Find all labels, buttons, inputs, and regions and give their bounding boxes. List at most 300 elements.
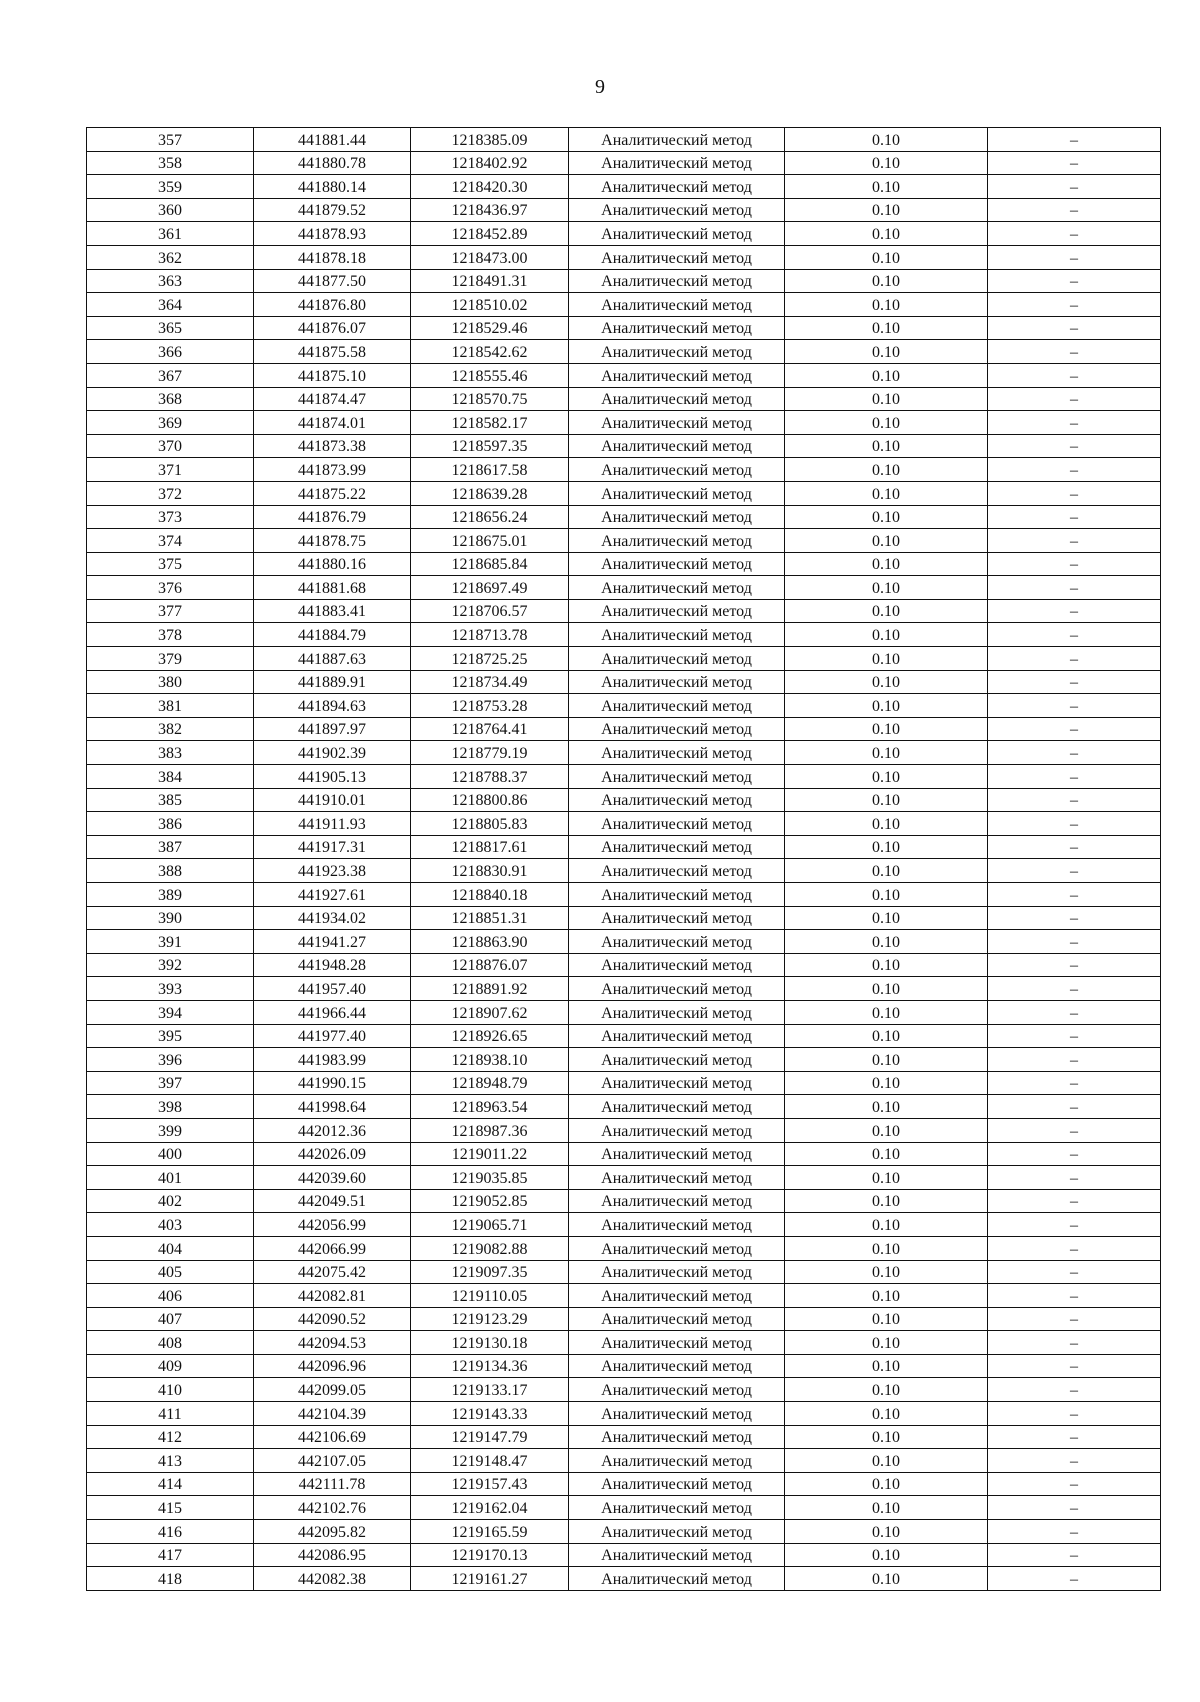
point-number-cell: 418 <box>87 1567 254 1591</box>
x-coordinate-cell: 441902.39 <box>254 741 411 765</box>
table-row <box>87 1236 1161 1260</box>
point-number-cell: 368 <box>87 387 254 411</box>
point-number-cell: 388 <box>87 859 254 883</box>
y-coordinate-cell: 1218764.41 <box>411 717 569 741</box>
description-cell: – <box>988 505 1161 529</box>
point-number-cell: 406 <box>87 1284 254 1308</box>
table-row <box>87 387 1161 411</box>
y-coordinate-cell: 1218510.02 <box>411 293 569 317</box>
description-cell: – <box>988 293 1161 317</box>
table-row <box>87 1024 1161 1048</box>
description-cell: – <box>988 576 1161 600</box>
point-number-cell: 381 <box>87 694 254 718</box>
table-row <box>87 529 1161 553</box>
accuracy-cell: 0.10 <box>785 529 988 553</box>
accuracy-cell: 0.10 <box>785 647 988 671</box>
x-coordinate-cell: 441879.52 <box>254 198 411 222</box>
point-number-cell: 384 <box>87 765 254 789</box>
point-number-cell: 385 <box>87 788 254 812</box>
y-coordinate-cell: 1218891.92 <box>411 977 569 1001</box>
point-number-cell: 362 <box>87 245 254 269</box>
description-cell: – <box>988 717 1161 741</box>
y-coordinate-cell: 1218830.91 <box>411 859 569 883</box>
description-cell: – <box>988 670 1161 694</box>
method-cell: Аналитический метод <box>569 977 785 1001</box>
accuracy-cell: 0.10 <box>785 1496 988 1520</box>
method-cell: Аналитический метод <box>569 812 785 836</box>
accuracy-cell: 0.10 <box>785 340 988 364</box>
description-cell: – <box>988 458 1161 482</box>
x-coordinate-cell: 441878.93 <box>254 222 411 246</box>
accuracy-cell: 0.10 <box>785 1520 988 1544</box>
y-coordinate-cell: 1218706.57 <box>411 599 569 623</box>
description-cell: – <box>988 1142 1161 1166</box>
description-cell: – <box>988 883 1161 907</box>
y-coordinate-cell: 1218800.86 <box>411 788 569 812</box>
y-coordinate-cell: 1218987.36 <box>411 1118 569 1142</box>
x-coordinate-cell: 442102.76 <box>254 1496 411 1520</box>
y-coordinate-cell: 1218725.25 <box>411 647 569 671</box>
y-coordinate-cell: 1218926.65 <box>411 1024 569 1048</box>
description-cell: – <box>988 1095 1161 1119</box>
accuracy-cell: 0.10 <box>785 1331 988 1355</box>
method-cell: Аналитический метод <box>569 1118 785 1142</box>
method-cell: Аналитический метод <box>569 363 785 387</box>
y-coordinate-cell: 1218817.61 <box>411 835 569 859</box>
table-row <box>87 411 1161 435</box>
x-coordinate-cell: 441878.75 <box>254 529 411 553</box>
method-cell: Аналитический метод <box>569 788 785 812</box>
x-coordinate-cell: 441881.44 <box>254 128 411 152</box>
point-number-cell: 383 <box>87 741 254 765</box>
y-coordinate-cell: 1219110.05 <box>411 1284 569 1308</box>
description-cell: – <box>988 1236 1161 1260</box>
y-coordinate-cell: 1218617.58 <box>411 458 569 482</box>
method-cell: Аналитический метод <box>569 883 785 907</box>
coordinates-table <box>86 127 1161 1591</box>
point-number-cell: 369 <box>87 411 254 435</box>
method-cell: Аналитический метод <box>569 1378 785 1402</box>
point-number-cell: 361 <box>87 222 254 246</box>
x-coordinate-cell: 441873.99 <box>254 458 411 482</box>
point-number-cell: 374 <box>87 529 254 553</box>
accuracy-cell: 0.10 <box>785 1307 988 1331</box>
description-cell: – <box>988 647 1161 671</box>
accuracy-cell: 0.10 <box>785 1284 988 1308</box>
x-coordinate-cell: 441957.40 <box>254 977 411 1001</box>
x-coordinate-cell: 441910.01 <box>254 788 411 812</box>
table-row <box>87 1543 1161 1567</box>
description-cell: – <box>988 1425 1161 1449</box>
y-coordinate-cell: 1218805.83 <box>411 812 569 836</box>
x-coordinate-cell: 441883.41 <box>254 599 411 623</box>
point-number-cell: 367 <box>87 363 254 387</box>
point-number-cell: 395 <box>87 1024 254 1048</box>
accuracy-cell: 0.10 <box>785 1543 988 1567</box>
table-row <box>87 835 1161 859</box>
description-cell: – <box>988 529 1161 553</box>
table-row <box>87 481 1161 505</box>
x-coordinate-cell: 441877.50 <box>254 269 411 293</box>
point-number-cell: 394 <box>87 1000 254 1024</box>
x-coordinate-cell: 441887.63 <box>254 647 411 671</box>
coordinates-table-body <box>87 128 1161 1591</box>
table-row <box>87 812 1161 836</box>
table-row <box>87 1496 1161 1520</box>
table-row <box>87 1567 1161 1591</box>
x-coordinate-cell: 442106.69 <box>254 1425 411 1449</box>
table-row <box>87 175 1161 199</box>
method-cell: Аналитический метод <box>569 1142 785 1166</box>
point-number-cell: 410 <box>87 1378 254 1402</box>
x-coordinate-cell: 441875.58 <box>254 340 411 364</box>
y-coordinate-cell: 1219123.29 <box>411 1307 569 1331</box>
x-coordinate-cell: 442096.96 <box>254 1354 411 1378</box>
table-row <box>87 363 1161 387</box>
point-number-cell: 389 <box>87 883 254 907</box>
point-number-cell: 363 <box>87 269 254 293</box>
method-cell: Аналитический метод <box>569 1402 785 1426</box>
table-row <box>87 576 1161 600</box>
table-row <box>87 1307 1161 1331</box>
x-coordinate-cell: 442056.99 <box>254 1213 411 1237</box>
point-number-cell: 371 <box>87 458 254 482</box>
accuracy-cell: 0.10 <box>785 576 988 600</box>
method-cell: Аналитический метод <box>569 269 785 293</box>
point-number-cell: 402 <box>87 1189 254 1213</box>
description-cell: – <box>988 1402 1161 1426</box>
method-cell: Аналитический метод <box>569 222 785 246</box>
accuracy-cell: 0.10 <box>785 670 988 694</box>
table-row <box>87 1520 1161 1544</box>
table-row <box>87 977 1161 1001</box>
accuracy-cell: 0.10 <box>785 694 988 718</box>
point-number-cell: 391 <box>87 930 254 954</box>
x-coordinate-cell: 441880.14 <box>254 175 411 199</box>
method-cell: Аналитический метод <box>569 387 785 411</box>
method-cell: Аналитический метод <box>569 741 785 765</box>
method-cell: Аналитический метод <box>569 835 785 859</box>
y-coordinate-cell: 1218420.30 <box>411 175 569 199</box>
method-cell: Аналитический метод <box>569 1284 785 1308</box>
point-number-cell: 412 <box>87 1425 254 1449</box>
method-cell: Аналитический метод <box>569 1331 785 1355</box>
description-cell: – <box>988 1213 1161 1237</box>
point-number-cell: 405 <box>87 1260 254 1284</box>
x-coordinate-cell: 441983.99 <box>254 1048 411 1072</box>
point-number-cell: 377 <box>87 599 254 623</box>
x-coordinate-cell: 442012.36 <box>254 1118 411 1142</box>
x-coordinate-cell: 441884.79 <box>254 623 411 647</box>
accuracy-cell: 0.10 <box>785 269 988 293</box>
accuracy-cell: 0.10 <box>785 1048 988 1072</box>
y-coordinate-cell: 1218491.31 <box>411 269 569 293</box>
table-row <box>87 1472 1161 1496</box>
description-cell: – <box>988 977 1161 1001</box>
table-row <box>87 1331 1161 1355</box>
method-cell: Аналитический метод <box>569 245 785 269</box>
accuracy-cell: 0.10 <box>785 198 988 222</box>
accuracy-cell: 0.10 <box>785 481 988 505</box>
y-coordinate-cell: 1218876.07 <box>411 953 569 977</box>
x-coordinate-cell: 441990.15 <box>254 1071 411 1095</box>
point-number-cell: 358 <box>87 151 254 175</box>
accuracy-cell: 0.10 <box>785 363 988 387</box>
y-coordinate-cell: 1218907.62 <box>411 1000 569 1024</box>
accuracy-cell: 0.10 <box>785 222 988 246</box>
accuracy-cell: 0.10 <box>785 1425 988 1449</box>
x-coordinate-cell: 441874.01 <box>254 411 411 435</box>
method-cell: Аналитический метод <box>569 1000 785 1024</box>
y-coordinate-cell: 1218697.49 <box>411 576 569 600</box>
method-cell: Аналитический метод <box>569 930 785 954</box>
table-row <box>87 222 1161 246</box>
method-cell: Аналитический метод <box>569 1048 785 1072</box>
y-coordinate-cell: 1218402.92 <box>411 151 569 175</box>
description-cell: – <box>988 1260 1161 1284</box>
description-cell: – <box>988 363 1161 387</box>
x-coordinate-cell: 441917.31 <box>254 835 411 859</box>
x-coordinate-cell: 441875.10 <box>254 363 411 387</box>
point-number-cell: 378 <box>87 623 254 647</box>
x-coordinate-cell: 441966.44 <box>254 1000 411 1024</box>
accuracy-cell: 0.10 <box>785 835 988 859</box>
description-cell: – <box>988 1520 1161 1544</box>
description-cell: – <box>988 1166 1161 1190</box>
table-row <box>87 1260 1161 1284</box>
method-cell: Аналитический метод <box>569 293 785 317</box>
description-cell: – <box>988 623 1161 647</box>
y-coordinate-cell: 1219161.27 <box>411 1567 569 1591</box>
point-number-cell: 360 <box>87 198 254 222</box>
point-number-cell: 392 <box>87 953 254 977</box>
method-cell: Аналитический метод <box>569 151 785 175</box>
point-number-cell: 375 <box>87 552 254 576</box>
x-coordinate-cell: 441875.22 <box>254 481 411 505</box>
method-cell: Аналитический метод <box>569 1071 785 1095</box>
table-row <box>87 458 1161 482</box>
table-row <box>87 1118 1161 1142</box>
description-cell: – <box>988 1118 1161 1142</box>
method-cell: Аналитический метод <box>569 1307 785 1331</box>
point-number-cell: 386 <box>87 812 254 836</box>
point-number-cell: 373 <box>87 505 254 529</box>
table-row <box>87 198 1161 222</box>
accuracy-cell: 0.10 <box>785 387 988 411</box>
x-coordinate-cell: 441977.40 <box>254 1024 411 1048</box>
x-coordinate-cell: 442099.05 <box>254 1378 411 1402</box>
x-coordinate-cell: 441881.68 <box>254 576 411 600</box>
accuracy-cell: 0.10 <box>785 1071 988 1095</box>
table-row <box>87 293 1161 317</box>
x-coordinate-cell: 442026.09 <box>254 1142 411 1166</box>
description-cell: – <box>988 906 1161 930</box>
method-cell: Аналитический метод <box>569 623 785 647</box>
table-row <box>87 1189 1161 1213</box>
description-cell: – <box>988 765 1161 789</box>
table-row <box>87 953 1161 977</box>
description-cell: – <box>988 481 1161 505</box>
y-coordinate-cell: 1218963.54 <box>411 1095 569 1119</box>
y-coordinate-cell: 1218713.78 <box>411 623 569 647</box>
y-coordinate-cell: 1218597.35 <box>411 434 569 458</box>
method-cell: Аналитический метод <box>569 647 785 671</box>
point-number-cell: 417 <box>87 1543 254 1567</box>
point-number-cell: 415 <box>87 1496 254 1520</box>
description-cell: – <box>988 599 1161 623</box>
method-cell: Аналитический метод <box>569 458 785 482</box>
accuracy-cell: 0.10 <box>785 977 988 1001</box>
x-coordinate-cell: 442107.05 <box>254 1449 411 1473</box>
description-cell: – <box>988 953 1161 977</box>
table-row <box>87 670 1161 694</box>
point-number-cell: 411 <box>87 1402 254 1426</box>
method-cell: Аналитический метод <box>569 505 785 529</box>
point-number-cell: 398 <box>87 1095 254 1119</box>
y-coordinate-cell: 1218452.89 <box>411 222 569 246</box>
accuracy-cell: 0.10 <box>785 1142 988 1166</box>
accuracy-cell: 0.10 <box>785 1118 988 1142</box>
method-cell: Аналитический метод <box>569 1472 785 1496</box>
point-number-cell: 404 <box>87 1236 254 1260</box>
accuracy-cell: 0.10 <box>785 175 988 199</box>
method-cell: Аналитический метод <box>569 1354 785 1378</box>
y-coordinate-cell: 1218529.46 <box>411 316 569 340</box>
table-row <box>87 340 1161 364</box>
y-coordinate-cell: 1218385.09 <box>411 128 569 152</box>
description-cell: – <box>988 835 1161 859</box>
point-number-cell: 397 <box>87 1071 254 1095</box>
accuracy-cell: 0.10 <box>785 245 988 269</box>
point-number-cell: 364 <box>87 293 254 317</box>
method-cell: Аналитический метод <box>569 1024 785 1048</box>
x-coordinate-cell: 441889.91 <box>254 670 411 694</box>
y-coordinate-cell: 1218863.90 <box>411 930 569 954</box>
table-row <box>87 151 1161 175</box>
method-cell: Аналитический метод <box>569 175 785 199</box>
accuracy-cell: 0.10 <box>785 552 988 576</box>
accuracy-cell: 0.10 <box>785 741 988 765</box>
description-cell: – <box>988 411 1161 435</box>
method-cell: Аналитический метод <box>569 481 785 505</box>
point-number-cell: 400 <box>87 1142 254 1166</box>
y-coordinate-cell: 1219170.13 <box>411 1543 569 1567</box>
description-cell: – <box>988 1543 1161 1567</box>
point-number-cell: 393 <box>87 977 254 1001</box>
table-row <box>87 316 1161 340</box>
method-cell: Аналитический метод <box>569 670 785 694</box>
table-row <box>87 1095 1161 1119</box>
accuracy-cell: 0.10 <box>785 128 988 152</box>
x-coordinate-cell: 441911.93 <box>254 812 411 836</box>
point-number-cell: 408 <box>87 1331 254 1355</box>
description-cell: – <box>988 245 1161 269</box>
x-coordinate-cell: 442104.39 <box>254 1402 411 1426</box>
y-coordinate-cell: 1218675.01 <box>411 529 569 553</box>
table-row <box>87 647 1161 671</box>
description-cell: – <box>988 128 1161 152</box>
accuracy-cell: 0.10 <box>785 859 988 883</box>
y-coordinate-cell: 1219011.22 <box>411 1142 569 1166</box>
y-coordinate-cell: 1218542.62 <box>411 340 569 364</box>
method-cell: Аналитический метод <box>569 434 785 458</box>
point-number-cell: 370 <box>87 434 254 458</box>
method-cell: Аналитический метод <box>569 340 785 364</box>
method-cell: Аналитический метод <box>569 1213 785 1237</box>
point-number-cell: 376 <box>87 576 254 600</box>
point-number-cell: 379 <box>87 647 254 671</box>
description-cell: – <box>988 434 1161 458</box>
x-coordinate-cell: 442082.81 <box>254 1284 411 1308</box>
x-coordinate-cell: 441894.63 <box>254 694 411 718</box>
accuracy-cell: 0.10 <box>785 953 988 977</box>
description-cell: – <box>988 1284 1161 1308</box>
method-cell: Аналитический метод <box>569 1496 785 1520</box>
accuracy-cell: 0.10 <box>785 1166 988 1190</box>
point-number-cell: 357 <box>87 128 254 152</box>
method-cell: Аналитический метод <box>569 953 785 977</box>
x-coordinate-cell: 441876.80 <box>254 293 411 317</box>
method-cell: Аналитический метод <box>569 1260 785 1284</box>
accuracy-cell: 0.10 <box>785 883 988 907</box>
accuracy-cell: 0.10 <box>785 1236 988 1260</box>
accuracy-cell: 0.10 <box>785 1000 988 1024</box>
point-number-cell: 387 <box>87 835 254 859</box>
description-cell: – <box>988 1189 1161 1213</box>
point-number-cell: 407 <box>87 1307 254 1331</box>
description-cell: – <box>988 1000 1161 1024</box>
point-number-cell: 365 <box>87 316 254 340</box>
table-row <box>87 717 1161 741</box>
y-coordinate-cell: 1219130.18 <box>411 1331 569 1355</box>
table-row <box>87 883 1161 907</box>
y-coordinate-cell: 1219147.79 <box>411 1425 569 1449</box>
accuracy-cell: 0.10 <box>785 1567 988 1591</box>
table-row <box>87 1354 1161 1378</box>
point-number-cell: 372 <box>87 481 254 505</box>
y-coordinate-cell: 1218436.97 <box>411 198 569 222</box>
method-cell: Аналитический метод <box>569 411 785 435</box>
description-cell: – <box>988 175 1161 199</box>
method-cell: Аналитический метод <box>569 1236 785 1260</box>
accuracy-cell: 0.10 <box>785 1449 988 1473</box>
accuracy-cell: 0.10 <box>785 1095 988 1119</box>
x-coordinate-cell: 442094.53 <box>254 1331 411 1355</box>
y-coordinate-cell: 1219134.36 <box>411 1354 569 1378</box>
point-number-cell: 390 <box>87 906 254 930</box>
method-cell: Аналитический метод <box>569 694 785 718</box>
description-cell: – <box>988 1071 1161 1095</box>
accuracy-cell: 0.10 <box>785 1354 988 1378</box>
accuracy-cell: 0.10 <box>785 293 988 317</box>
table-row <box>87 859 1161 883</box>
point-number-cell: 409 <box>87 1354 254 1378</box>
x-coordinate-cell: 442090.52 <box>254 1307 411 1331</box>
accuracy-cell: 0.10 <box>785 788 988 812</box>
description-cell: – <box>988 694 1161 718</box>
accuracy-cell: 0.10 <box>785 505 988 529</box>
method-cell: Аналитический метод <box>569 906 785 930</box>
method-cell: Аналитический метод <box>569 1425 785 1449</box>
method-cell: Аналитический метод <box>569 529 785 553</box>
accuracy-cell: 0.10 <box>785 906 988 930</box>
table-row <box>87 741 1161 765</box>
y-coordinate-cell: 1218851.31 <box>411 906 569 930</box>
y-coordinate-cell: 1219065.71 <box>411 1213 569 1237</box>
table-row <box>87 552 1161 576</box>
accuracy-cell: 0.10 <box>785 316 988 340</box>
y-coordinate-cell: 1219143.33 <box>411 1402 569 1426</box>
